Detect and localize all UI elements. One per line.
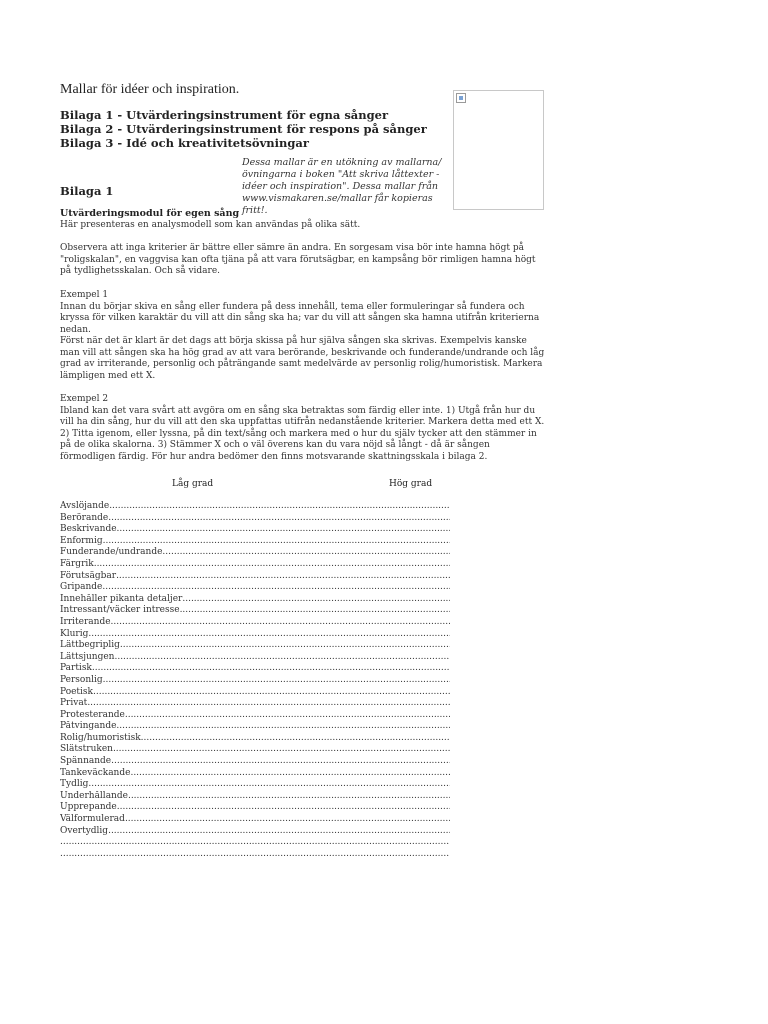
criteria-label: Tydlig bbox=[60, 779, 89, 790]
dotted-leader bbox=[60, 837, 450, 849]
scale-low-label: Låg grad bbox=[172, 479, 214, 489]
dotted-leader bbox=[87, 698, 450, 710]
criteria-label: Protesterande bbox=[60, 709, 125, 720]
criteria-row bbox=[60, 594, 450, 606]
section-heading: Bilaga 1 bbox=[60, 184, 114, 198]
criteria-label: Innehåller pikanta detaljer bbox=[60, 593, 183, 604]
criteria-row bbox=[60, 536, 450, 548]
dotted-leader bbox=[92, 663, 450, 675]
dotted-leader bbox=[111, 617, 450, 629]
dotted-leader bbox=[111, 756, 450, 768]
example-2-title: Exempel 2 bbox=[60, 394, 109, 404]
dotted-leader bbox=[103, 536, 450, 548]
criteria-label: Påtvingande bbox=[60, 721, 117, 732]
criteria-label: Färgrik bbox=[60, 558, 94, 569]
criteria-row bbox=[60, 849, 450, 861]
criteria-label: Lättsjungen bbox=[60, 651, 115, 662]
dotted-leader bbox=[116, 571, 450, 583]
dotted-leader bbox=[109, 501, 450, 513]
criteria-label: Övertydlig bbox=[60, 825, 109, 836]
criteria-row bbox=[60, 617, 450, 629]
subheading: Utvärderingsmodul för egen sång bbox=[60, 208, 240, 219]
dotted-leader bbox=[117, 524, 450, 536]
criteria-row bbox=[60, 675, 450, 687]
criteria-row bbox=[60, 744, 450, 756]
appendix-item-3: Bilaga 3 - Idé och kreativitetsövningar bbox=[60, 136, 309, 150]
dotted-leader bbox=[60, 849, 450, 861]
criteria-row bbox=[60, 802, 450, 814]
criteria-row bbox=[60, 698, 450, 710]
criteria-row bbox=[60, 756, 450, 768]
dotted-leader bbox=[125, 710, 450, 722]
dotted-leader bbox=[182, 594, 450, 606]
criteria-label: Beskrivande bbox=[60, 524, 117, 535]
criteria-row bbox=[60, 663, 450, 675]
criteria-label: Avslöjande bbox=[60, 501, 110, 511]
intro-note: Dessa mallar är en utökning av mallarna/ övningarna i boken "Att skriva låttexter - idéer och inspiration". Dessa mallar från www.vismakaren.se/mallar får kopieras fritt!. bbox=[242, 157, 442, 216]
example-2 bbox=[60, 394, 548, 463]
appendix-item-2: Bilaga 2 - Utvärderingsinstrument för respons på sånger bbox=[60, 122, 427, 136]
criteria-row bbox=[60, 559, 450, 571]
dotted-leader bbox=[114, 652, 450, 664]
criteria-label: Intressant/väcker intresse bbox=[60, 605, 180, 616]
criteria-label: Poetisk bbox=[60, 686, 94, 697]
criteria-label: Slätstruken bbox=[60, 744, 113, 755]
appendix-list bbox=[60, 108, 427, 150]
dotted-leader bbox=[93, 687, 450, 699]
criteria-row bbox=[60, 826, 450, 838]
criteria-row bbox=[60, 721, 450, 733]
example-1-text-b: Först när det är klart är det dags att börja skissa på hur själva sången ska skrivas. Exempelvis kanske man vill att sången ska ha hög grad av att vara berörande, beskrivande och funderande/undrande och låg grad av irriterande, personlig och påträngande samt medelvärde av personlig rolig/humoristisk. Markera lämpligen med ett X. bbox=[60, 336, 545, 381]
criteria-row bbox=[60, 640, 450, 652]
dotted-leader bbox=[108, 513, 450, 525]
rating-list bbox=[60, 501, 450, 860]
broken-image-icon bbox=[456, 93, 466, 103]
criteria-label: Välformulerad bbox=[60, 814, 125, 825]
criteria-label: Spännande bbox=[60, 756, 112, 767]
criteria-label: Enformig bbox=[60, 535, 103, 546]
criteria-label: Förutsägbar bbox=[60, 570, 117, 581]
dotted-leader bbox=[125, 814, 450, 826]
dotted-leader bbox=[88, 779, 450, 791]
dotted-leader bbox=[128, 791, 450, 803]
paragraph-intro: Här presenteras en analysmodell som kan användas på olika sätt. bbox=[60, 220, 361, 230]
criteria-label: Funderande/undrande bbox=[60, 547, 163, 558]
criteria-row bbox=[60, 837, 450, 849]
example-1 bbox=[60, 290, 548, 382]
criteria-label: Berörande bbox=[60, 512, 109, 523]
criteria-row bbox=[60, 605, 450, 617]
criteria-row bbox=[60, 687, 450, 699]
criteria-row bbox=[60, 501, 450, 513]
criteria-label: Rolig/humoristisk bbox=[60, 732, 141, 743]
page-title: Mallar för idéer och inspiration. bbox=[60, 82, 240, 97]
dotted-leader bbox=[94, 559, 450, 571]
criteria-row bbox=[60, 629, 450, 641]
criteria-row bbox=[60, 524, 450, 536]
criteria-row bbox=[60, 513, 450, 525]
criteria-label: Partisk bbox=[60, 663, 92, 674]
criteria-label: Underhållande bbox=[60, 790, 128, 801]
criteria-label: Irriterande bbox=[60, 616, 111, 627]
dotted-leader bbox=[130, 768, 450, 780]
scale-high-label: Hög grad bbox=[389, 479, 433, 489]
criteria-label: Tankeväckande bbox=[60, 767, 131, 778]
dotted-leader bbox=[141, 733, 450, 745]
dotted-leader bbox=[180, 605, 450, 617]
criteria-row bbox=[60, 547, 450, 559]
dotted-leader bbox=[162, 547, 450, 559]
criteria-label: Privat bbox=[60, 698, 88, 709]
dotted-leader bbox=[88, 629, 450, 641]
criteria-row bbox=[60, 582, 450, 594]
dotted-leader bbox=[113, 744, 450, 756]
image-placeholder bbox=[453, 90, 544, 210]
paragraph-observe: Observera att inga kriterier är bättre eller sämre än andra. En sorgesam visa bör inte hamna högt på "roligskalan", en vaggvisa kan ofta tjäna på att vara förutsägbar, en kampsång bör rimligen hamna högt på tydlighetsskalan. Och så vidare. bbox=[60, 243, 536, 276]
criteria-row bbox=[60, 791, 450, 803]
criteria-label: Upprepande bbox=[60, 802, 117, 813]
criteria-row bbox=[60, 779, 450, 791]
criteria-row bbox=[60, 768, 450, 780]
criteria-row bbox=[60, 571, 450, 583]
criteria-row bbox=[60, 733, 450, 745]
example-2-text: Ibland kan det vara svårt att avgöra om en sång ska betraktas som färdig eller inte. 1) Utgå från hur du vill ha din sång, hur du vill att den ska uppfattas utifrån nedanstående kriterier. Markera detta med ett X. 2) Titta igenom, eller lyssna, på din text/sång och markera med o hur du själv tycker att den stämmer in på de olika skalorna. 3) Stämmer X och o väl överens kan du vara nöjd så långt - då är sången förmodligen färdig. För hur andra bedömer den finns motsvarande skattningsskala i bilaga 2. bbox=[60, 405, 545, 462]
criteria-row bbox=[60, 652, 450, 664]
example-1-title: Exempel 1 bbox=[60, 290, 109, 300]
dotted-leader bbox=[116, 721, 450, 733]
appendix-item-1: Bilaga 1 - Utvärderingsinstrument för egna sånger bbox=[60, 108, 389, 122]
dotted-leader bbox=[103, 675, 450, 687]
dotted-leader bbox=[117, 802, 450, 814]
criteria-label: Gripande bbox=[60, 582, 103, 593]
criteria-row bbox=[60, 710, 450, 722]
criteria-row bbox=[60, 814, 450, 826]
criteria-label: Personlig bbox=[60, 674, 103, 685]
criteria-label: Lättbegriplig bbox=[60, 640, 120, 651]
dotted-leader bbox=[120, 640, 450, 652]
dotted-leader bbox=[102, 582, 450, 594]
dotted-leader bbox=[108, 826, 450, 838]
criteria-label: Klurig bbox=[60, 628, 89, 639]
example-1-text-a: Innan du börjar skiva en sång eller fundera på dess innehåll, tema eller formuleringar så fundera och kryssa för vilken karaktär du vill att din sång ska ha; var du vill att sången ska hamna utifrån kriterierna nedan. bbox=[60, 301, 540, 335]
